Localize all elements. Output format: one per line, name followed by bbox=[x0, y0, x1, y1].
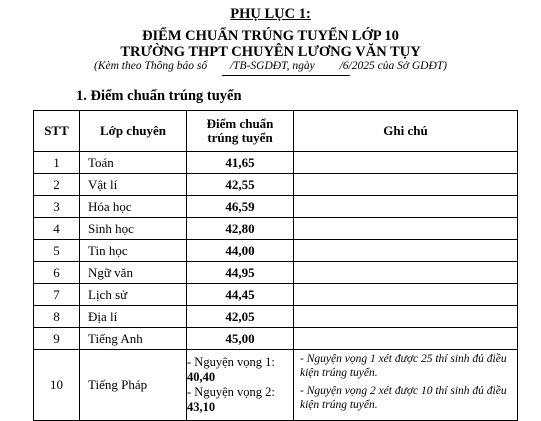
score-table bbox=[33, 110, 518, 421]
cell-stt: 4 bbox=[34, 218, 80, 240]
cell-stt: 7 bbox=[34, 284, 80, 306]
table-row bbox=[34, 306, 518, 328]
cell-subject: Sinh học bbox=[80, 218, 187, 240]
cell-stt: 10 bbox=[34, 350, 80, 421]
cell-stt: 5 bbox=[34, 240, 80, 262]
cell-stt: 9 bbox=[34, 328, 80, 350]
reference-note-part2: /TB-SGDĐT, ngày bbox=[229, 60, 315, 72]
cell-stt: 2 bbox=[34, 174, 80, 196]
table-row bbox=[34, 152, 518, 174]
cell-score: 44,95 bbox=[187, 262, 294, 284]
cell-score-options bbox=[187, 350, 294, 421]
cell-score: 41,65 bbox=[187, 152, 294, 174]
table-row bbox=[34, 218, 518, 240]
cell-subject: Ngữ văn bbox=[80, 262, 187, 284]
header-note: Ghi chú bbox=[294, 111, 518, 152]
cell-stt: 6 bbox=[34, 262, 80, 284]
cell-subject: Hóa học bbox=[80, 196, 187, 218]
table-row bbox=[34, 174, 518, 196]
wish2-label: - Nguyện vọng 2: bbox=[187, 385, 275, 399]
cell-subject: Địa lí bbox=[80, 306, 187, 328]
cell-score: 42,05 bbox=[187, 306, 294, 328]
cell-score: 42,80 bbox=[187, 218, 294, 240]
header-score-line1: Điểm chuẩn bbox=[206, 116, 274, 131]
wish2-score-line bbox=[187, 385, 293, 415]
wish1-score-line bbox=[187, 355, 293, 385]
table-row-french bbox=[34, 350, 518, 421]
reference-note-part3: /6/2025 của Sở GDĐT) bbox=[339, 60, 447, 72]
cell-note bbox=[294, 306, 518, 328]
cell-subject: Tin học bbox=[80, 240, 187, 262]
header-stt: STT bbox=[34, 111, 80, 152]
table-row bbox=[34, 196, 518, 218]
table-row bbox=[34, 240, 518, 262]
document-title: ĐIỂM CHUẨN TRÚNG TUYỂN LỚP 10 bbox=[142, 28, 399, 44]
cell-subject: Tiếng Pháp bbox=[80, 350, 187, 421]
reference-note bbox=[0, 60, 541, 72]
wish2-score: 43,10 bbox=[187, 400, 216, 414]
header-subject: Lớp chuyên bbox=[80, 111, 187, 152]
cell-note bbox=[294, 284, 518, 306]
school-name: TRƯỜNG THPT CHUYÊN LƯƠNG VĂN TỤY bbox=[120, 44, 421, 60]
cell-stt: 8 bbox=[34, 306, 80, 328]
cell-stt: 1 bbox=[34, 152, 80, 174]
cell-note bbox=[294, 218, 518, 240]
wish1-label: - Nguyện vọng 1: bbox=[187, 355, 275, 369]
cell-score: 44,45 bbox=[187, 284, 294, 306]
table-row bbox=[34, 328, 518, 350]
reference-note-part1: (Kèm theo Thông báo số bbox=[93, 60, 208, 72]
reference-underline bbox=[222, 75, 350, 76]
cell-score: 42,55 bbox=[187, 174, 294, 196]
table-row bbox=[34, 284, 518, 306]
cell-subject: Tiếng Anh bbox=[80, 328, 187, 350]
section-title: 1. Điểm chuẩn trúng tuyển bbox=[76, 88, 242, 104]
appendix-title: PHỤ LỤC 1: bbox=[230, 6, 311, 22]
cell-note bbox=[294, 196, 518, 218]
cell-note bbox=[294, 152, 518, 174]
note-wish2: - Nguyện vọng 2 xét được 10 thí sinh đủ điều kiện trúng tuyển. bbox=[300, 385, 507, 411]
cell-note bbox=[294, 174, 518, 196]
cell-subject: Lịch sử bbox=[80, 284, 187, 306]
header-score-line2: trúng tuyển bbox=[207, 130, 273, 145]
cell-note bbox=[294, 262, 518, 284]
cell-subject: Toán bbox=[80, 152, 187, 174]
table-header-row bbox=[34, 111, 518, 152]
cell-note bbox=[294, 240, 518, 262]
cell-subject: Vật lí bbox=[80, 174, 187, 196]
header-score bbox=[187, 111, 294, 152]
cell-note bbox=[294, 350, 518, 421]
wish1-score: 40,40 bbox=[187, 370, 216, 384]
cell-stt: 3 bbox=[34, 196, 80, 218]
table-row bbox=[34, 262, 518, 284]
cell-score: 44,00 bbox=[187, 240, 294, 262]
cell-score: 46,59 bbox=[187, 196, 294, 218]
cell-score: 45,00 bbox=[187, 328, 294, 350]
note-wish1: - Nguyện vọng 1 xét được 25 thí sinh đủ điều kiện trúng tuyển. bbox=[300, 353, 507, 379]
cell-note bbox=[294, 328, 518, 350]
